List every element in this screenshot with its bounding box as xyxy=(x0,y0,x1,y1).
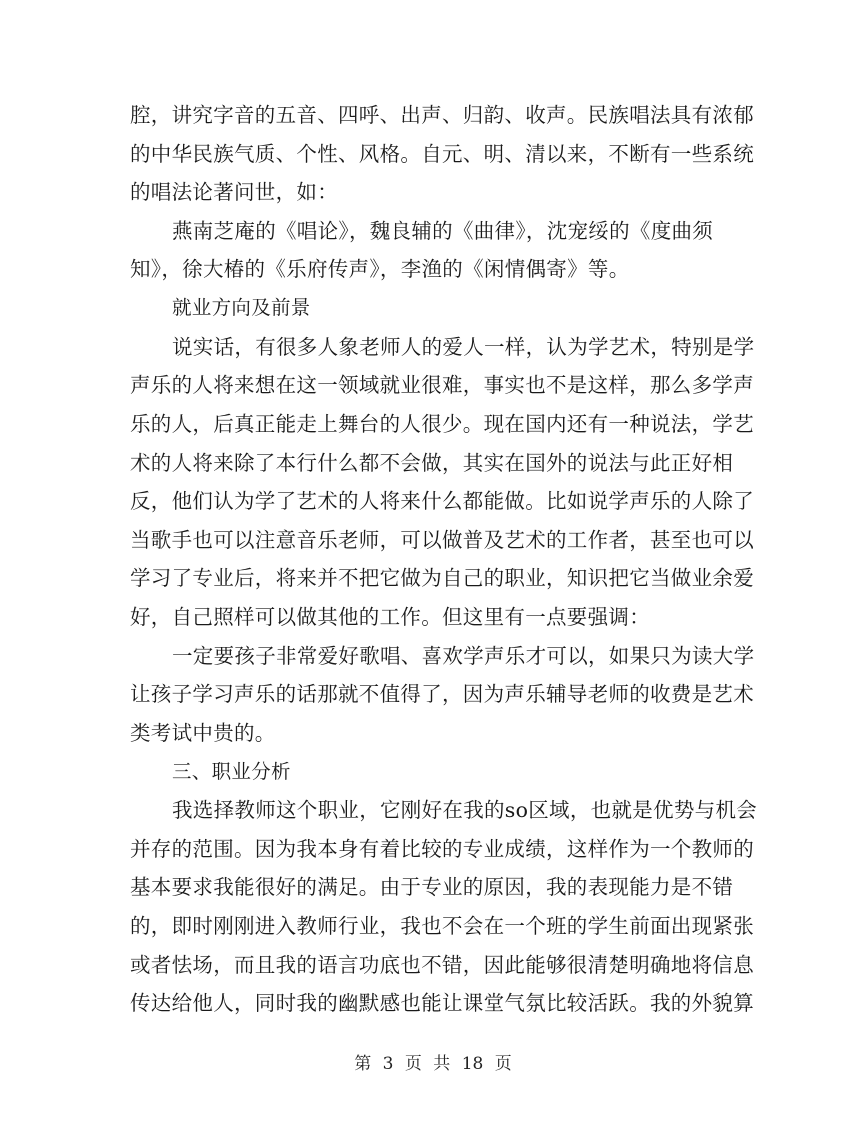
section-heading: 就业方向及前景 xyxy=(172,296,311,319)
paragraph-line: 好，自己照样可以做其他的工作。但这里有一点要强调： xyxy=(130,605,650,629)
paragraph-line: 燕南芝庵的《唱论》，魏良辅的《曲律》，沈宠绥的《度曲须 xyxy=(172,219,714,243)
page-number-footer: 第 3 页 共 18 页 xyxy=(354,1054,512,1074)
paragraph-line: 腔，讲究字音的五音、四呼、出声、归韵、收声。民族唱法具有浓郁 xyxy=(130,103,754,127)
paragraph-line: 的，即时刚刚进入教师行业，我也不会在一个班的学生前面出现紧张 xyxy=(130,914,754,938)
paragraph-line: 声乐的人将来想在这一领域就业很难，事实也不是这样，那么多学声 xyxy=(130,373,754,397)
paragraph-line: 传达给他人，同时我的幽默感也能让课堂气氛比较活跃。我的外貌算 xyxy=(130,991,754,1015)
paragraph-line: 一定要孩子非常爱好歌唱、喜欢学声乐才可以，如果只为读大学 xyxy=(172,644,755,668)
paragraph-line: 并存的范围。因为我本身有着比较的专业成绩，这样作为一个教师的 xyxy=(130,837,754,861)
paragraph-line: 的中华民族气质、个性、风格。自元、明、清以来，不断有一些系统 xyxy=(130,142,754,166)
paragraph-line: 基本要求我能很好的满足。由于专业的原因，我的表现能力是不错 xyxy=(130,875,734,899)
paragraph-line: 我选择教师这个职业，它刚好在我的so区域，也就是优势与机会 xyxy=(172,798,758,822)
paragraph-line: 知》，徐大椿的《乐府传声》，李渔的《闲情偶寄》等。 xyxy=(130,257,630,281)
paragraph-line: 学习了专业后，将来并不把它做为自己的职业，知识把它当做业余爱 xyxy=(130,566,754,590)
paragraph-line: 当歌手也可以注意音乐老师，可以做普及艺术的工作者，甚至也可以 xyxy=(130,528,754,552)
paragraph-line: 类考试中贵的。 xyxy=(130,721,276,745)
paragraph-line: 的唱法论著问世，如： xyxy=(130,180,338,204)
section-heading: 三、职业分析 xyxy=(172,760,291,783)
paragraph-line: 反，他们认为学了艺术的人将来什么都能做。比如说学声乐的人除了 xyxy=(130,489,754,513)
paragraph-line: 乐的人，后真正能走上舞台的人很少。现在国内还有一种说法，学艺 xyxy=(130,412,754,436)
paragraph-line: 或者怯场，而且我的语言功底也不错，因此能够很清楚明确地将信息 xyxy=(130,953,754,977)
paragraph-line: 说实话，有很多人象老师人的爱人一样，认为学艺术，特别是学 xyxy=(172,335,755,359)
paragraph-line: 让孩子学习声乐的话那就不值得了，因为声乐辅导老师的收费是艺术 xyxy=(130,682,754,706)
paragraph-line: 术的人将来除了本行什么都不会做，其实在国外的说法与此正好相 xyxy=(130,451,734,475)
